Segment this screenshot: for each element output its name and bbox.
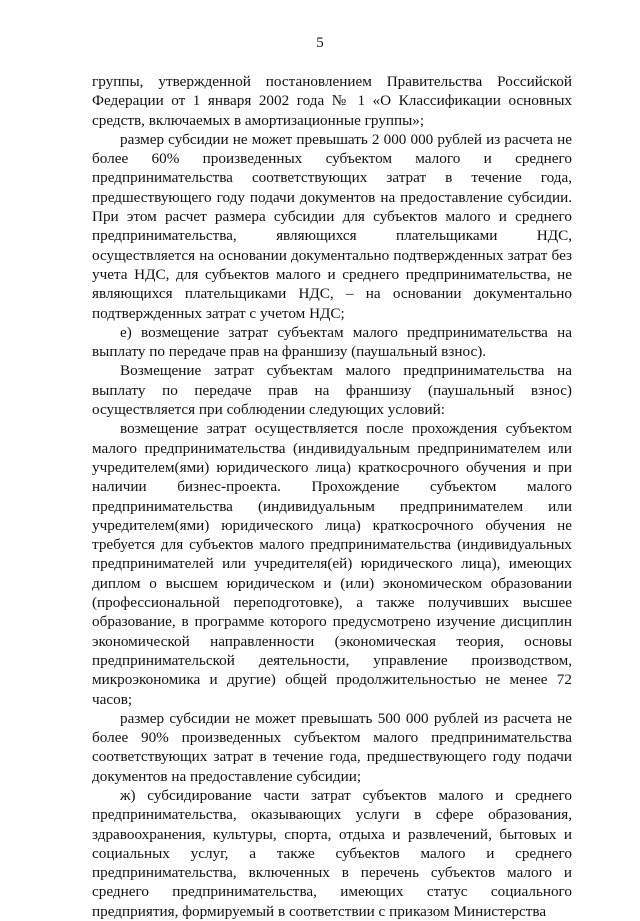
paragraph-item-e: е) возмещение затрат субъектам малого предпринимательства на выплату по передаче прав на франшизу (паушальный взнос). [92,323,572,361]
paragraph-item-zh: ж) субсидирование части затрат субъектов малого и среднего предпринимательства, оказывающих услуги в сфере образования, здравоохранения, культуры, спорта, отдыха и развлечений, бытовых и социальных услуг, а также субъектов малого и среднего предпринимательства, включенных в перечень субъектов малого и среднего предпринимательства, имеющих статус социального предприятия, формируемый в соответствии с приказом Министерства [92,786,572,920]
document-body [92,72,572,921]
paragraph-subsidy-limit-500k: размер субсидии не может превышать 500 000 рублей из расчета не более 90% произведенных субъектом малого предпринимательства соответствующих затрат в течение года, предшествующего году подачи документов на предоставление субсидии; [92,709,572,785]
paragraph-subsidy-limit-2m: размер субсидии не может превышать 2 000 000 рублей из расчета не более 60% произведенных субъектом малого и среднего предпринимательства соответствующих затрат в течение года, предшествующего году подачи документов на предоставление субсидии. При этом расчет размера субсидии для субъектов малого и среднего предпринимательства, являющихся плательщиками НДС, осуществляется на основании документально подтвержденных затрат без учета НДС, для субъектов малого и среднего предпринимательства, не являющихся плательщиками НДС, – на основании документально подтвержденных затрат с учетом НДС; [92,130,572,322]
page-number: 5 [316,35,324,51]
paragraph-training-requirement: возмещение затрат осуществляется после прохождения субъектом малого предпринимательства (индивидуальным предпринимателем или учредителем(ями) юридического лица) краткосрочного обучения и при наличии бизнес-проекта. Прохождение субъектом малого предпринимательства (индивидуальным предпринимателем или учредителем(ями) юридического лица) краткосрочного обучения не требуется для субъектов малого предпринимательства (индивидуальных предпринимателей или учредителя(ей) юридического лица), имеющих диплом о высшем юридическом и (или) экономическом образовании (профессиональной переподготовке), а также получивших высшее образование, в программе которого предусмотрено изучение дисциплин экономической направленности (экономическая теория, основы предпринимательской деятельности, управление производством, микроэкономика и другие) общей продолжительностью не менее 72 часов; [92,420,572,708]
paragraph-franchise-conditions: Возмещение затрат субъектам малого предпринимательства на выплату по передаче прав на франшизу (паушальный взнос) осуществляется при соблюдении следующих условий: [92,362,572,419]
paragraph-continuation: группы, утвержденной постановлением Правительства Российской Федерации от 1 января 2002 года № 1 «О Классификации основных средств, включаемых в амортизационные группы»; [92,73,572,129]
